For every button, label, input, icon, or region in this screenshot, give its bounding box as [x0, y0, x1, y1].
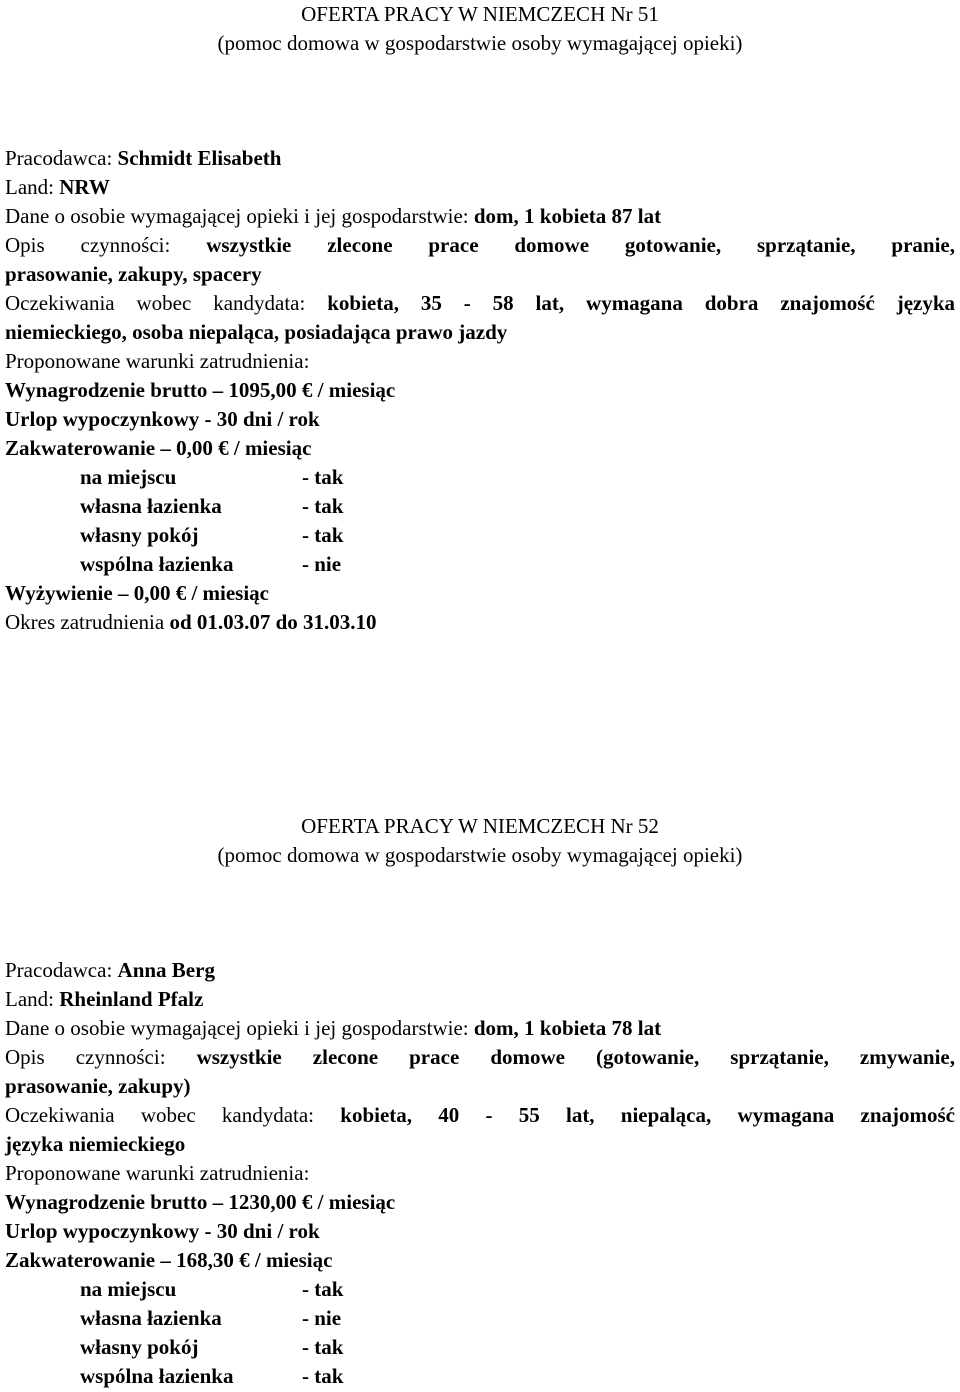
housing-line: Zakwaterowanie – 168,30 € / miesiąc — [5, 1248, 333, 1272]
land-line — [5, 173, 955, 202]
vacation-line: Urlop wypoczynkowy - 30 dni / rok — [5, 407, 320, 431]
duties-value: wszystkie zlecone prace domowe gotowanie, sprzątanie, pranie, — [206, 233, 956, 257]
offer-title: OFERTA PRACY W NIEMCZECH Nr 51 — [301, 2, 659, 26]
person-label: Dane o osobie wymagającej opieki i jej gospodarstwie: — [5, 204, 469, 228]
housing-item-label: wspólna łazienka — [80, 1364, 234, 1388]
housing-item-label: własny pokój — [80, 523, 199, 547]
housing-item-value: - tak — [302, 465, 344, 489]
housing-item-value: - nie — [302, 1306, 342, 1330]
land-label: Land: — [5, 987, 54, 1011]
expectations-line — [5, 289, 955, 318]
person-value: dom, 1 kobieta 78 lat — [473, 1016, 662, 1040]
duties-label: Opis czynności: — [5, 1045, 166, 1069]
expectations-line-2 — [5, 1130, 955, 1159]
land-label: Land: — [5, 175, 54, 199]
employer-line — [5, 956, 955, 985]
housing-item-on-site — [80, 1275, 380, 1304]
housing-item-label: na miejscu — [80, 1277, 177, 1301]
offer-title: OFERTA PRACY W NIEMCZECH Nr 52 — [301, 814, 659, 838]
duties-line-2 — [5, 260, 955, 289]
housing-item-on-site — [80, 463, 380, 492]
expectations-value-2: niemieckiego, osoba niepaląca, posiadająca prawo jazdy — [5, 320, 508, 344]
land-value: Rheinland Pfalz — [59, 987, 204, 1011]
housing-item-value: - tak — [302, 523, 344, 547]
period-label: Okres zatrudnienia — [5, 610, 165, 634]
person-value: dom, 1 kobieta 87 lat — [473, 204, 662, 228]
person-line — [5, 1014, 955, 1043]
housing-item-value: - tak — [302, 1364, 344, 1388]
duties-value-2: prasowanie, zakupy) — [5, 1074, 191, 1098]
conditions-label: Proponowane warunki zatrudnienia: — [5, 1161, 310, 1185]
housing-item-value: - tak — [302, 1277, 344, 1301]
expectations-line-2 — [5, 318, 955, 347]
food-line: Wyżywienie – 0,00 € / miesiąc — [5, 581, 270, 605]
land-value: NRW — [59, 175, 110, 199]
expectations-value: kobieta, 40 - 55 lat, niepaląca, wymagana znajomość — [340, 1103, 956, 1127]
housing-item-value: - tak — [302, 1335, 344, 1359]
housing-item-own-bathroom — [80, 1304, 380, 1333]
duties-value: wszystkie zlecone prace domowe (gotowanie, sprzątanie, zmywanie, — [196, 1045, 955, 1069]
person-line — [5, 202, 955, 231]
employer-label: Pracodawca: — [5, 958, 113, 982]
duties-line — [5, 231, 955, 260]
housing-item-shared-bathroom — [80, 1362, 380, 1391]
expectations-label: Oczekiwania wobec kandydata: — [5, 1103, 315, 1127]
housing-line: Zakwaterowanie – 0,00 € / miesiąc — [5, 436, 312, 460]
salary-line: Wynagrodzenie brutto – 1230,00 € / miesiąc — [5, 1190, 396, 1214]
housing-item-label: własna łazienka — [80, 494, 222, 518]
duties-line-2 — [5, 1072, 955, 1101]
period-line — [5, 608, 955, 637]
duties-line — [5, 1043, 955, 1072]
duties-value-2: prasowanie, zakupy, spacery — [5, 262, 262, 286]
employer-label: Pracodawca: — [5, 146, 113, 170]
employer-line — [5, 144, 955, 173]
housing-item-label: własny pokój — [80, 1335, 199, 1359]
offer-subtitle: (pomoc domowa w gospodarstwie osoby wymagającej opieki) — [217, 31, 743, 55]
expectations-label: Oczekiwania wobec kandydata: — [5, 291, 306, 315]
expectations-value: kobieta, 35 - 58 lat, wymagana dobra znajomość języka — [327, 291, 956, 315]
duties-label: Opis czynności: — [5, 233, 171, 257]
housing-item-own-room — [80, 521, 380, 550]
housing-item-label: na miejscu — [80, 465, 177, 489]
vacation-line: Urlop wypoczynkowy - 30 dni / rok — [5, 1219, 320, 1243]
land-line — [5, 985, 955, 1014]
person-label: Dane o osobie wymagającej opieki i jej gospodarstwie: — [5, 1016, 469, 1040]
housing-item-label: wspólna łazienka — [80, 552, 234, 576]
housing-item-value: - nie — [302, 552, 342, 576]
period-value: od 01.03.07 do 31.03.10 — [169, 610, 377, 634]
housing-item-shared-bathroom — [80, 550, 380, 579]
salary-line: Wynagrodzenie brutto – 1095,00 € / miesiąc — [5, 378, 396, 402]
expectations-line — [5, 1101, 955, 1130]
housing-item-own-room — [80, 1333, 380, 1362]
employer-value: Anna Berg — [117, 958, 215, 982]
housing-item-own-bathroom — [80, 492, 380, 521]
offer-subtitle: (pomoc domowa w gospodarstwie osoby wymagającej opieki) — [217, 843, 743, 867]
housing-item-label: własna łazienka — [80, 1306, 222, 1330]
employer-value: Schmidt Elisabeth — [117, 146, 282, 170]
housing-item-value: - tak — [302, 494, 344, 518]
expectations-value-2: języka niemieckiego — [5, 1132, 186, 1156]
conditions-label: Proponowane warunki zatrudnienia: — [5, 349, 310, 373]
